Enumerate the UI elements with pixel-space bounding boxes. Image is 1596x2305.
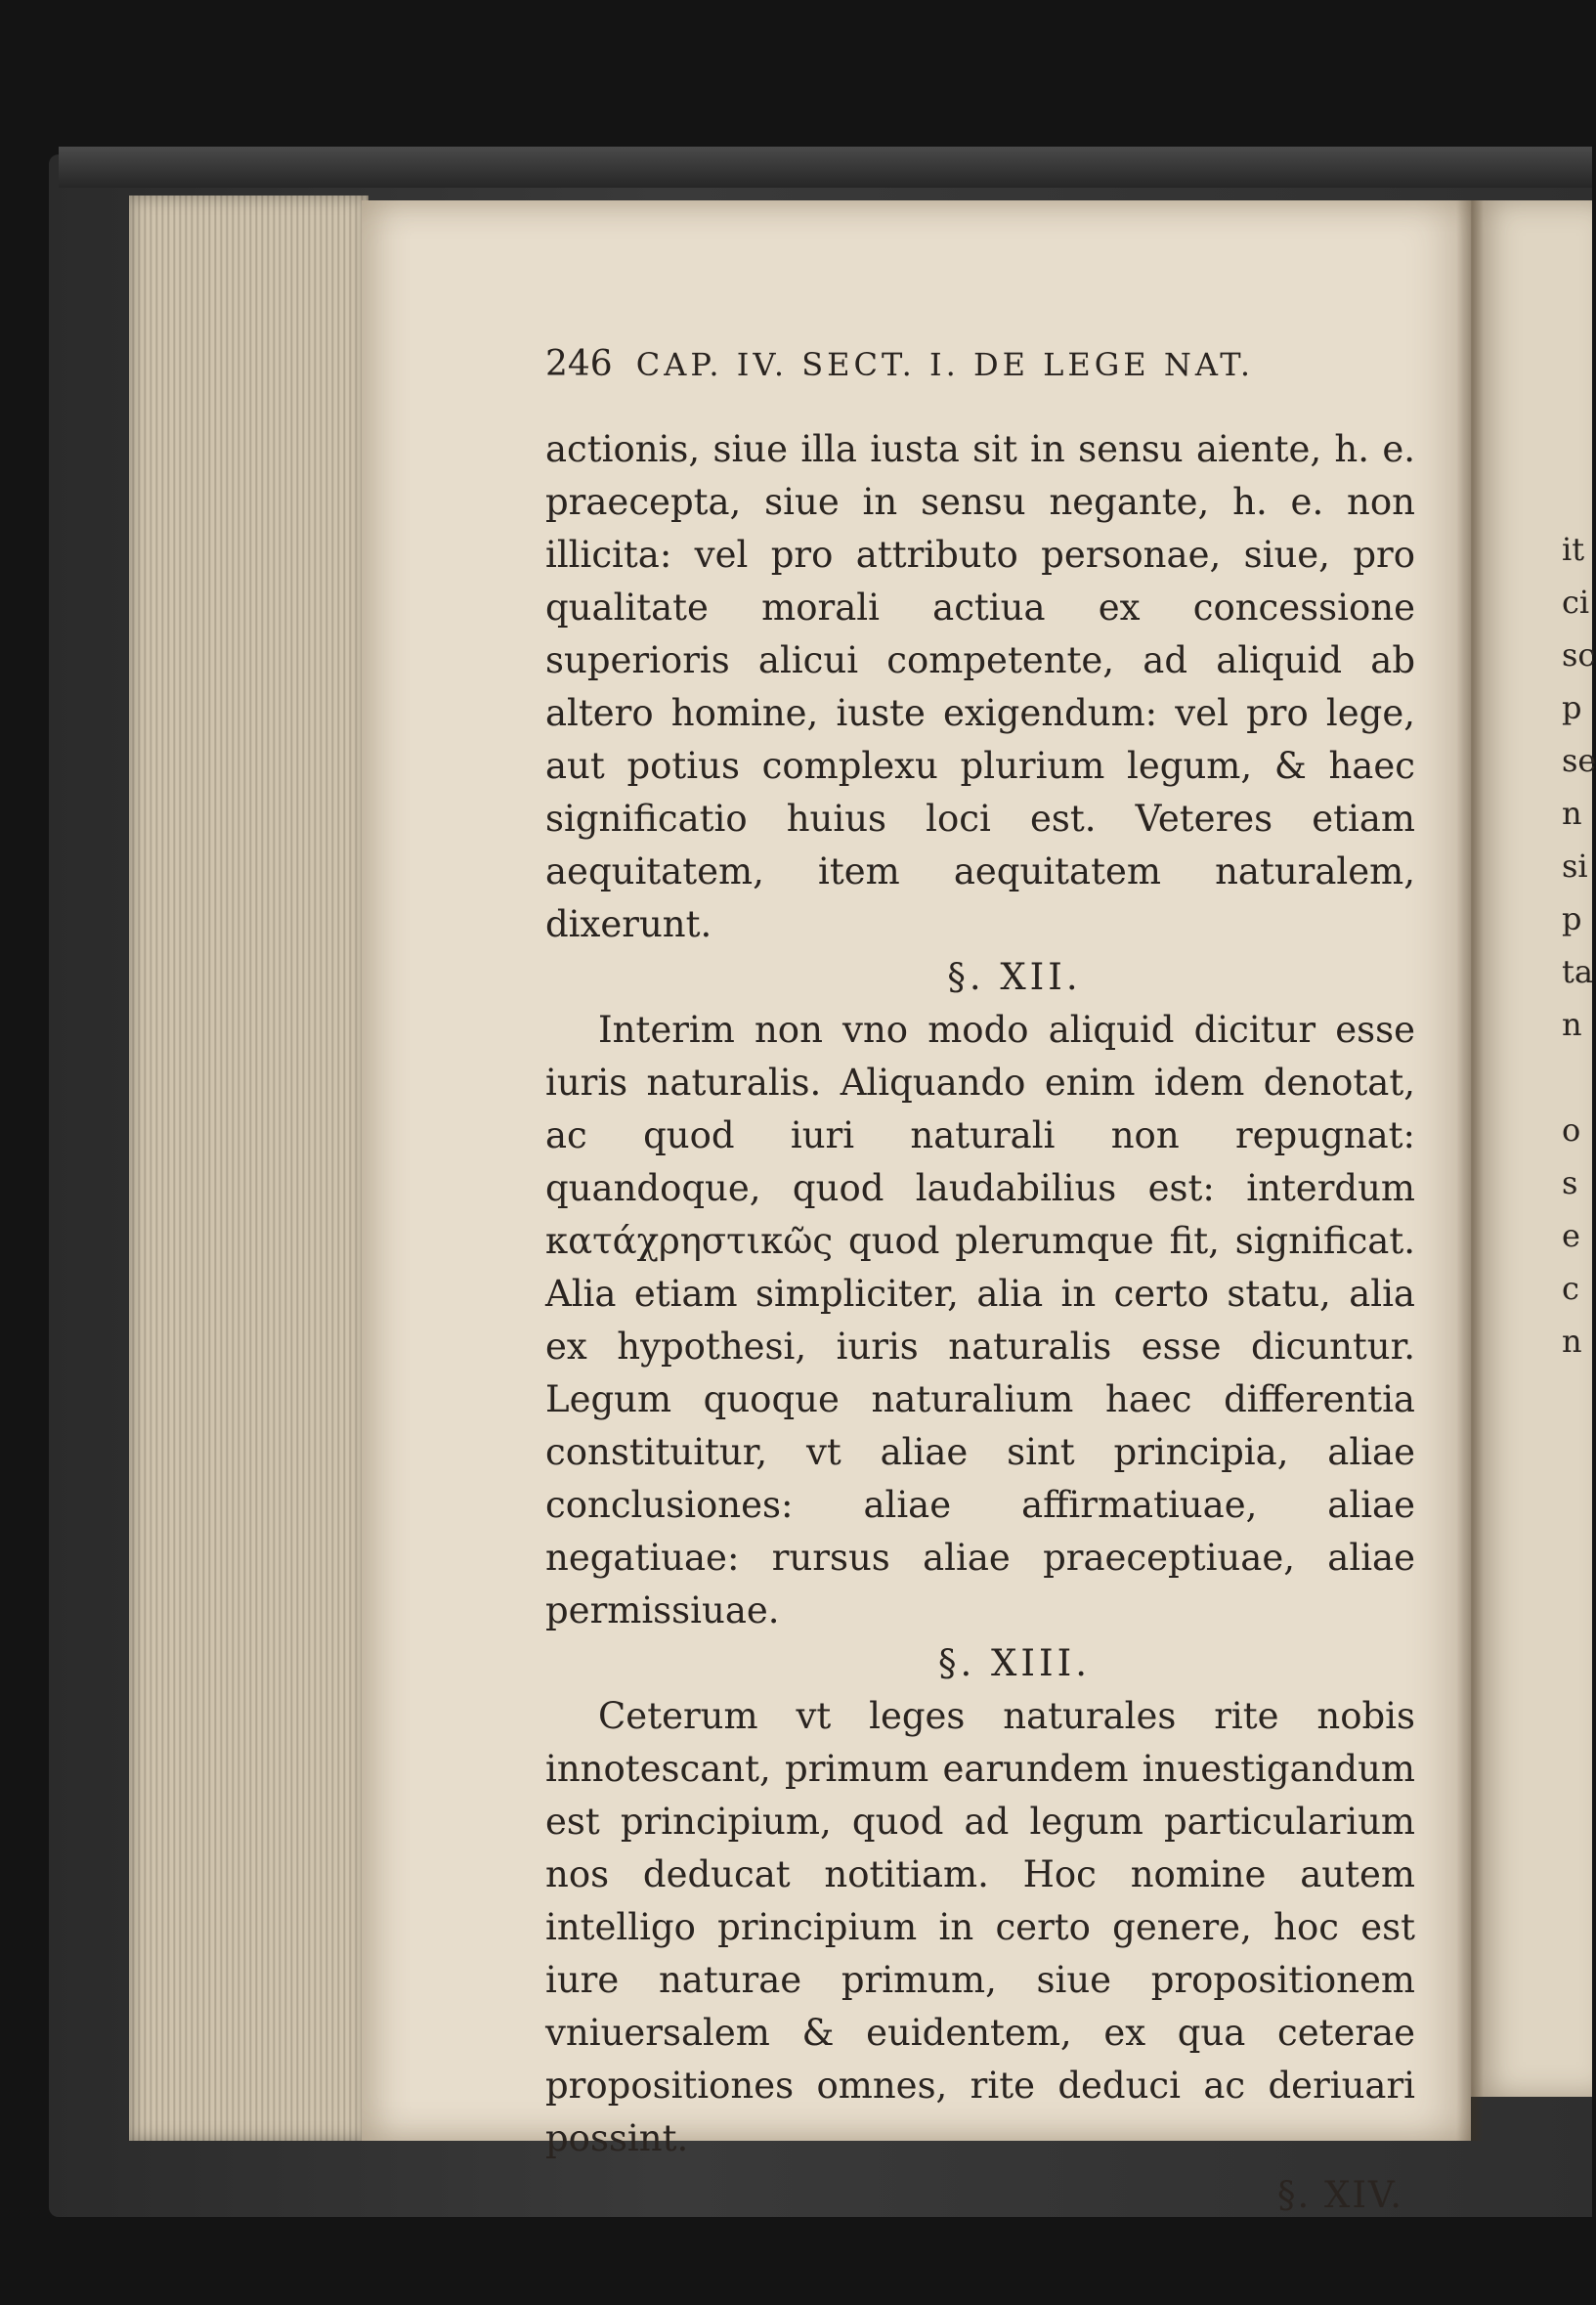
fragment: n [1562, 1006, 1582, 1043]
fragment: ta [1562, 953, 1593, 990]
section-heading-12: §. XII. [947, 956, 1082, 998]
fragment: sc [1562, 636, 1596, 674]
right-page-text-fragments [1562, 523, 1596, 1368]
text-block [545, 347, 1415, 2216]
fragment: ci [1562, 584, 1590, 621]
catchword: §. XIV. [1277, 2174, 1403, 2216]
page-number: 246 [545, 344, 613, 384]
paragraph-3: Ceterum vt leges naturales rite nobis innotescant, primum earundem inuestigandum est principium, quod ad legum particularium nos deducat notitiam. Hoc nomine autem intelligo principium in certo genere, hoc est iure naturae primum, siue propositionem vniuersalem & euidentem, ex qua ceterae propositiones omnes, rite deduci ac deriuari possint. [545, 1695, 1415, 2159]
fragment: n [1562, 795, 1582, 832]
fragment [1562, 1051, 1592, 1104]
fragment: n [1562, 1323, 1582, 1360]
fragment: e [1562, 1217, 1580, 1254]
fragment: p [1562, 689, 1582, 726]
fragment: it [1562, 531, 1585, 568]
fragment: o [1562, 1111, 1581, 1149]
fragment: si [1562, 848, 1588, 885]
page-edges [129, 196, 368, 2141]
fragment: s [1562, 1164, 1578, 1201]
chapter-title: CAP. IV. SECT. I. DE LEGE NAT. [635, 346, 1254, 383]
paragraph-2: Interim non vno modo aliquid dicitur esse iuris naturalis. Aliquando enim idem denotat, ac quod iuri naturali non repugnat: quandoque, quod laudabilius est: interdum κατάχρηστικῶς quod plerumque fit, significat. Alia etiam simpliciter, alia in certo statu, alia ex hypothesi, iuris naturalis esse dicuntur. Legum quoque naturalium haec differentia constituitur, vt aliae sint principia, aliae conclusiones: aliae affirmatiuae, aliae negatiuae: rursus aliae praeceptiuae, aliae permissiuae. [545, 1009, 1415, 1631]
fragment: p [1562, 900, 1582, 937]
paragraph-1: actionis, siue illa iusta sit in sensu aiente, h. e. praecepta, siue in sensu negante, h. e. non illicita: vel pro attributo personae, siue, pro qualitate morali actiua ex concessione superioris alicui competente, ad aliquid ab altero homine, iuste exigendum: vel pro lege, aut potius complexu plurium legum, & haec significatio huius loci est. Veteres etiam aequitatem, item aequitatem naturalem, dixerunt. [545, 428, 1415, 945]
fragment: c [1562, 1270, 1579, 1307]
fragment: se [1562, 742, 1596, 779]
book-spine-top [59, 147, 1592, 188]
section-heading-13: §. XIII. [938, 1642, 1091, 1684]
gutter-shadow [1456, 200, 1484, 2141]
